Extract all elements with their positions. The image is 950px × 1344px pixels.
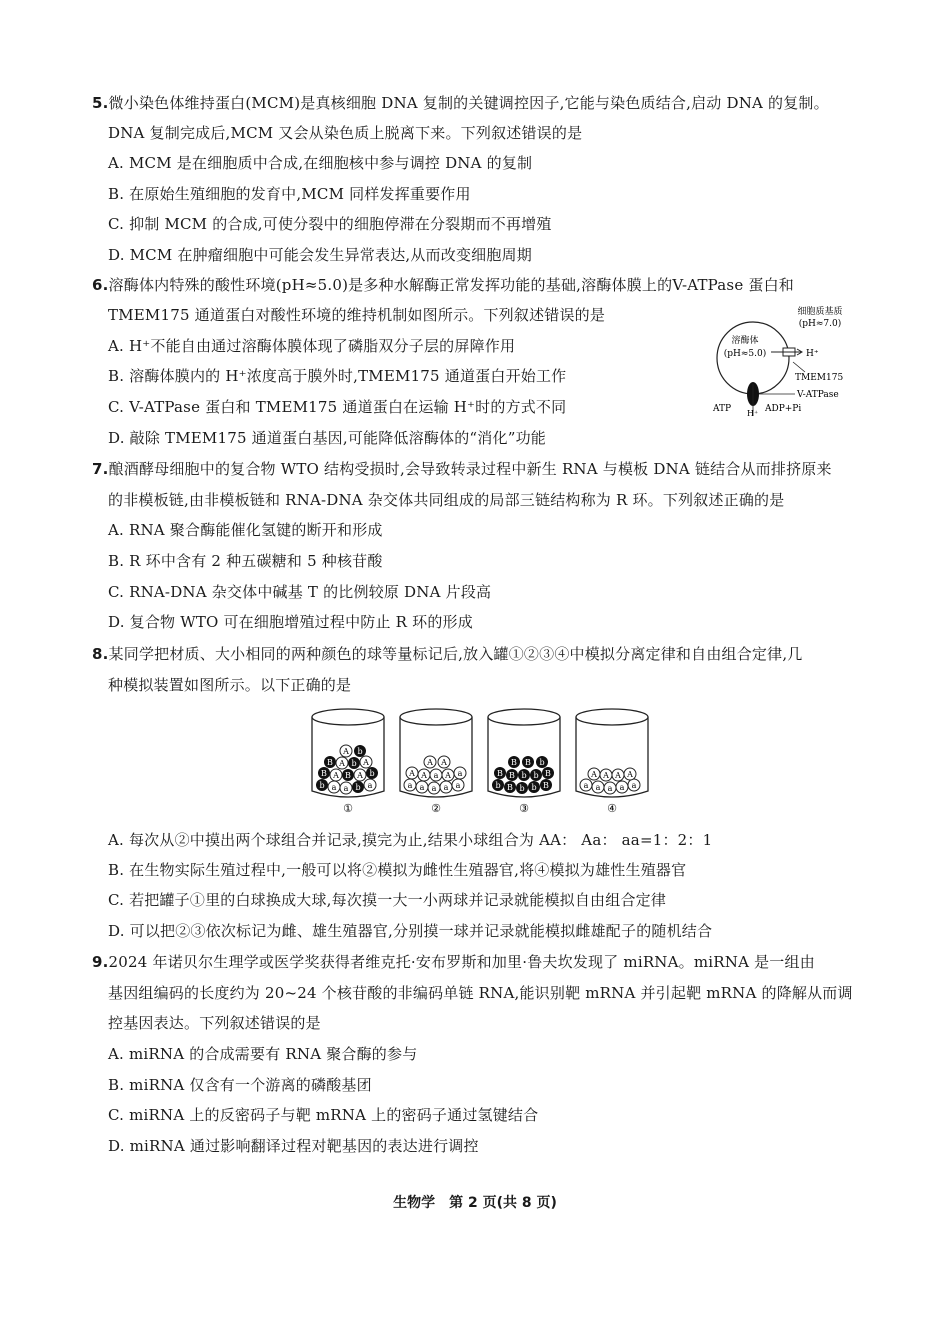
q6-stem-line-1: 6.溶酶体内特殊的酸性环境(pH≈5.0)是多种水解酶正常发挥功能的基础,溶酶体膜上的V-ATPase 蛋白和 [92,276,794,294]
svg-text:b: b [519,784,525,793]
svg-text:b: b [539,758,545,767]
svg-text:a: a [443,783,449,792]
svg-text:A: A [357,771,363,780]
cytoplasm-ph: (pH≈7.0) [798,319,842,329]
jar-2-label: ② [431,802,441,815]
q9-option-a: A. miRNA 的合成需要有 RNA 聚合酶的参与 [108,1045,418,1063]
lysosome-diagram [705,300,855,420]
h-plus-in-label: H⁺ [747,409,759,418]
q6-stem-line-2: TMEM175 通道蛋白对酸性环境的维持机制如图所示。下列叙述错误的是 [108,306,606,324]
q7-option-c: C. RNA-DNA 杂交体中碱基 T 的比例较原 DNA 片段高 [108,583,492,601]
svg-text:A: A [427,758,433,767]
svg-text:b: b [533,771,539,780]
q7-option-d: D. 复合物 WTO 可在细胞增殖过程中防止 R 环的形成 [108,613,473,631]
jar-2-balls [404,756,466,794]
q9-option-d: D. miRNA 通过影响翻译过程对靶基因的表达进行调控 [108,1137,479,1155]
jar-3-balls [492,756,554,794]
v-atpase-label: V-ATPase [797,390,839,400]
svg-text:b: b [355,783,361,792]
svg-text:b: b [531,783,537,792]
q8-stem-line-1: 8.某同学把材质、大小相同的两种颜色的球等量标记后,放入罐①②③④中模拟分离定律和自由组合定律,几 [92,645,803,663]
tmem-leader-line [793,362,805,372]
q7-stem-line-2: 的非模板链,由非模板链和 RNA-DNA 杂交体共同组成的局部三链结构称为 R 环。下列叙述正确的是 [108,491,785,509]
q8-option-a: A. 每次从②中摸出两个球组合并记录,摸完为止,结果小球组合为 AA： Aa： aa=1：2：1 [108,831,713,849]
lysosome-ph: (pH≈5.0) [723,349,767,359]
svg-text:b: b [351,759,357,768]
svg-text:A: A [615,771,621,780]
svg-text:a: a [631,781,637,790]
svg-text:a: a [407,781,413,790]
q5-stem-line-2: DNA 复制完成后,MCM 又会从染色质上脱离下来。下列叙述错误的是 [108,124,583,142]
q9-stem-line-2: 基因组编码的长度约为 20~24 个核苷酸的非编码单链 RNA,能识别靶 mRNA 并引起靶 mRNA 的降解从而调 [108,984,853,1002]
q8-option-c: C. 若把罐子①里的白球换成大球,每次摸一大一小两球并记录就能模拟自由组合定律 [108,891,667,909]
q7-option-a: A. RNA 聚合酶能催化氢键的断开和形成 [108,521,383,539]
q9-stem-line-3: 控基因表达。下列叙述错误的是 [108,1014,321,1032]
page-footer: 生物学 第 2 页(共 8 页) [393,1195,557,1211]
svg-text:A: A [343,747,349,756]
q8-stem-line-2: 种模拟装置如图所示。以下正确的是 [108,676,352,694]
svg-text:A: A [333,771,339,780]
tmem175-label: TMEM175 [795,373,844,383]
svg-text:a: a [595,783,601,792]
q5-option-a: A. MCM 是在细胞质中合成,在细胞核中参与调控 DNA 的复制 [108,154,533,172]
jar-1-label: ① [343,802,353,815]
svg-text:A: A [591,770,597,779]
q6-option-c: C. V-ATPase 蛋白和 TMEM175 通道蛋白在运输 H⁺时的方式不同 [108,398,567,416]
svg-text:A: A [421,771,427,780]
q6-option-b: B. 溶酶体膜内的 H⁺浓度高于膜外时,TMEM175 通道蛋白开始工作 [108,367,567,385]
svg-text:A: A [603,771,609,780]
q5-option-b: B. 在原始生殖细胞的发育中,MCM 同样发挥重要作用 [108,185,471,203]
svg-text:a: a [431,784,437,793]
svg-text:B: B [507,783,513,792]
atp-label: ATP [713,404,732,414]
svg-text:a: a [583,781,589,790]
svg-text:b: b [357,747,363,756]
svg-text:B: B [497,769,503,778]
q6-option-a: A. H⁺不能自由通过溶酶体膜体现了磷脂双分子层的屏障作用 [108,337,516,355]
svg-text:B: B [321,769,327,778]
q8-option-b: B. 在生物实际生殖过程中,一般可以将②模拟为雌性生殖器官,将④模拟为雄性生殖器官 [108,861,687,879]
svg-text:a: a [455,781,461,790]
svg-text:A: A [339,759,345,768]
h-plus-label: H⁺ [806,349,819,359]
q9-option-b: B. miRNA 仅含有一个游离的磷酸基团 [108,1076,372,1094]
cytoplasm-label: 细胞质基质 [797,307,843,317]
svg-text:A: A [627,770,633,779]
q9-option-c: C. miRNA 上的反密码子与靶 mRNA 上的密码子通过氢键结合 [108,1106,539,1124]
jar-3 [488,709,560,815]
svg-text:A: A [409,769,415,778]
svg-text:a: a [433,771,439,780]
q6-option-d: D. 敲除 TMEM175 通道蛋白基因,可能降低溶酶体的“消化”功能 [108,429,546,447]
svg-text:a: a [457,769,463,778]
lysosome-label: 溶酶体 [731,336,759,346]
q8-option-d: D. 可以把②③依次标记为雌、雄生殖器官,分别摸一球并记录就能模拟雌雄配子的随机结合 [108,922,713,940]
jars-diagram [300,705,670,820]
svg-text:b: b [319,781,325,790]
svg-text:a: a [607,784,613,793]
svg-text:a: a [619,783,625,792]
svg-text:B: B [543,781,549,790]
jar-4-label: ④ [607,802,617,815]
svg-text:a: a [331,783,337,792]
svg-text:b: b [521,771,527,780]
jar-3-label: ③ [519,802,529,815]
q5-option-c: C. 抑制 MCM 的合成,可使分裂中的细胞停滞在分裂期而不再增殖 [108,215,552,233]
q9-stem-line-1: 9.2024 年诺贝尔生理学或医学奖获得者维克托·安布罗斯和加里·鲁夫坎发现了 miRNA。miRNA 是一组由 [92,953,815,971]
q5-stem-line-1: 5.微小染色体维持蛋白(MCM)是真核细胞 DNA 复制的关键调控因子,它能与染色质结合,启动 DNA 的复制。 [92,94,829,112]
svg-text:a: a [343,784,349,793]
svg-text:a: a [419,783,425,792]
q7-option-b: B. R 环中含有 2 种五碳糖和 5 种核苷酸 [108,552,383,570]
svg-text:b: b [495,781,501,790]
q7-stem-line-1: 7.酿酒酵母细胞中的复合物 WTO 结构受损时,会导致转录过程中新生 RNA 与模板 DNA 链结合从而排挤原来 [92,460,832,478]
svg-text:a: a [367,781,373,790]
jar-1-balls [316,745,378,794]
svg-text:A: A [441,758,447,767]
jar-1 [312,709,384,815]
svg-text:B: B [345,771,351,780]
adp-label: ADP+Pi [765,404,802,414]
q5-option-d: D. MCM 在肿瘤细胞中可能会发生异常表达,从而改变细胞周期 [108,246,532,264]
svg-text:A: A [363,758,369,767]
svg-text:B: B [545,769,551,778]
jar-4-balls [580,768,640,794]
svg-text:b: b [369,769,375,778]
svg-text:B: B [509,771,515,780]
svg-text:A: A [445,771,451,780]
svg-text:B: B [327,758,333,767]
jar-4 [576,709,648,815]
svg-text:B: B [525,758,531,767]
jar-2 [400,709,472,815]
svg-text:B: B [511,758,517,767]
